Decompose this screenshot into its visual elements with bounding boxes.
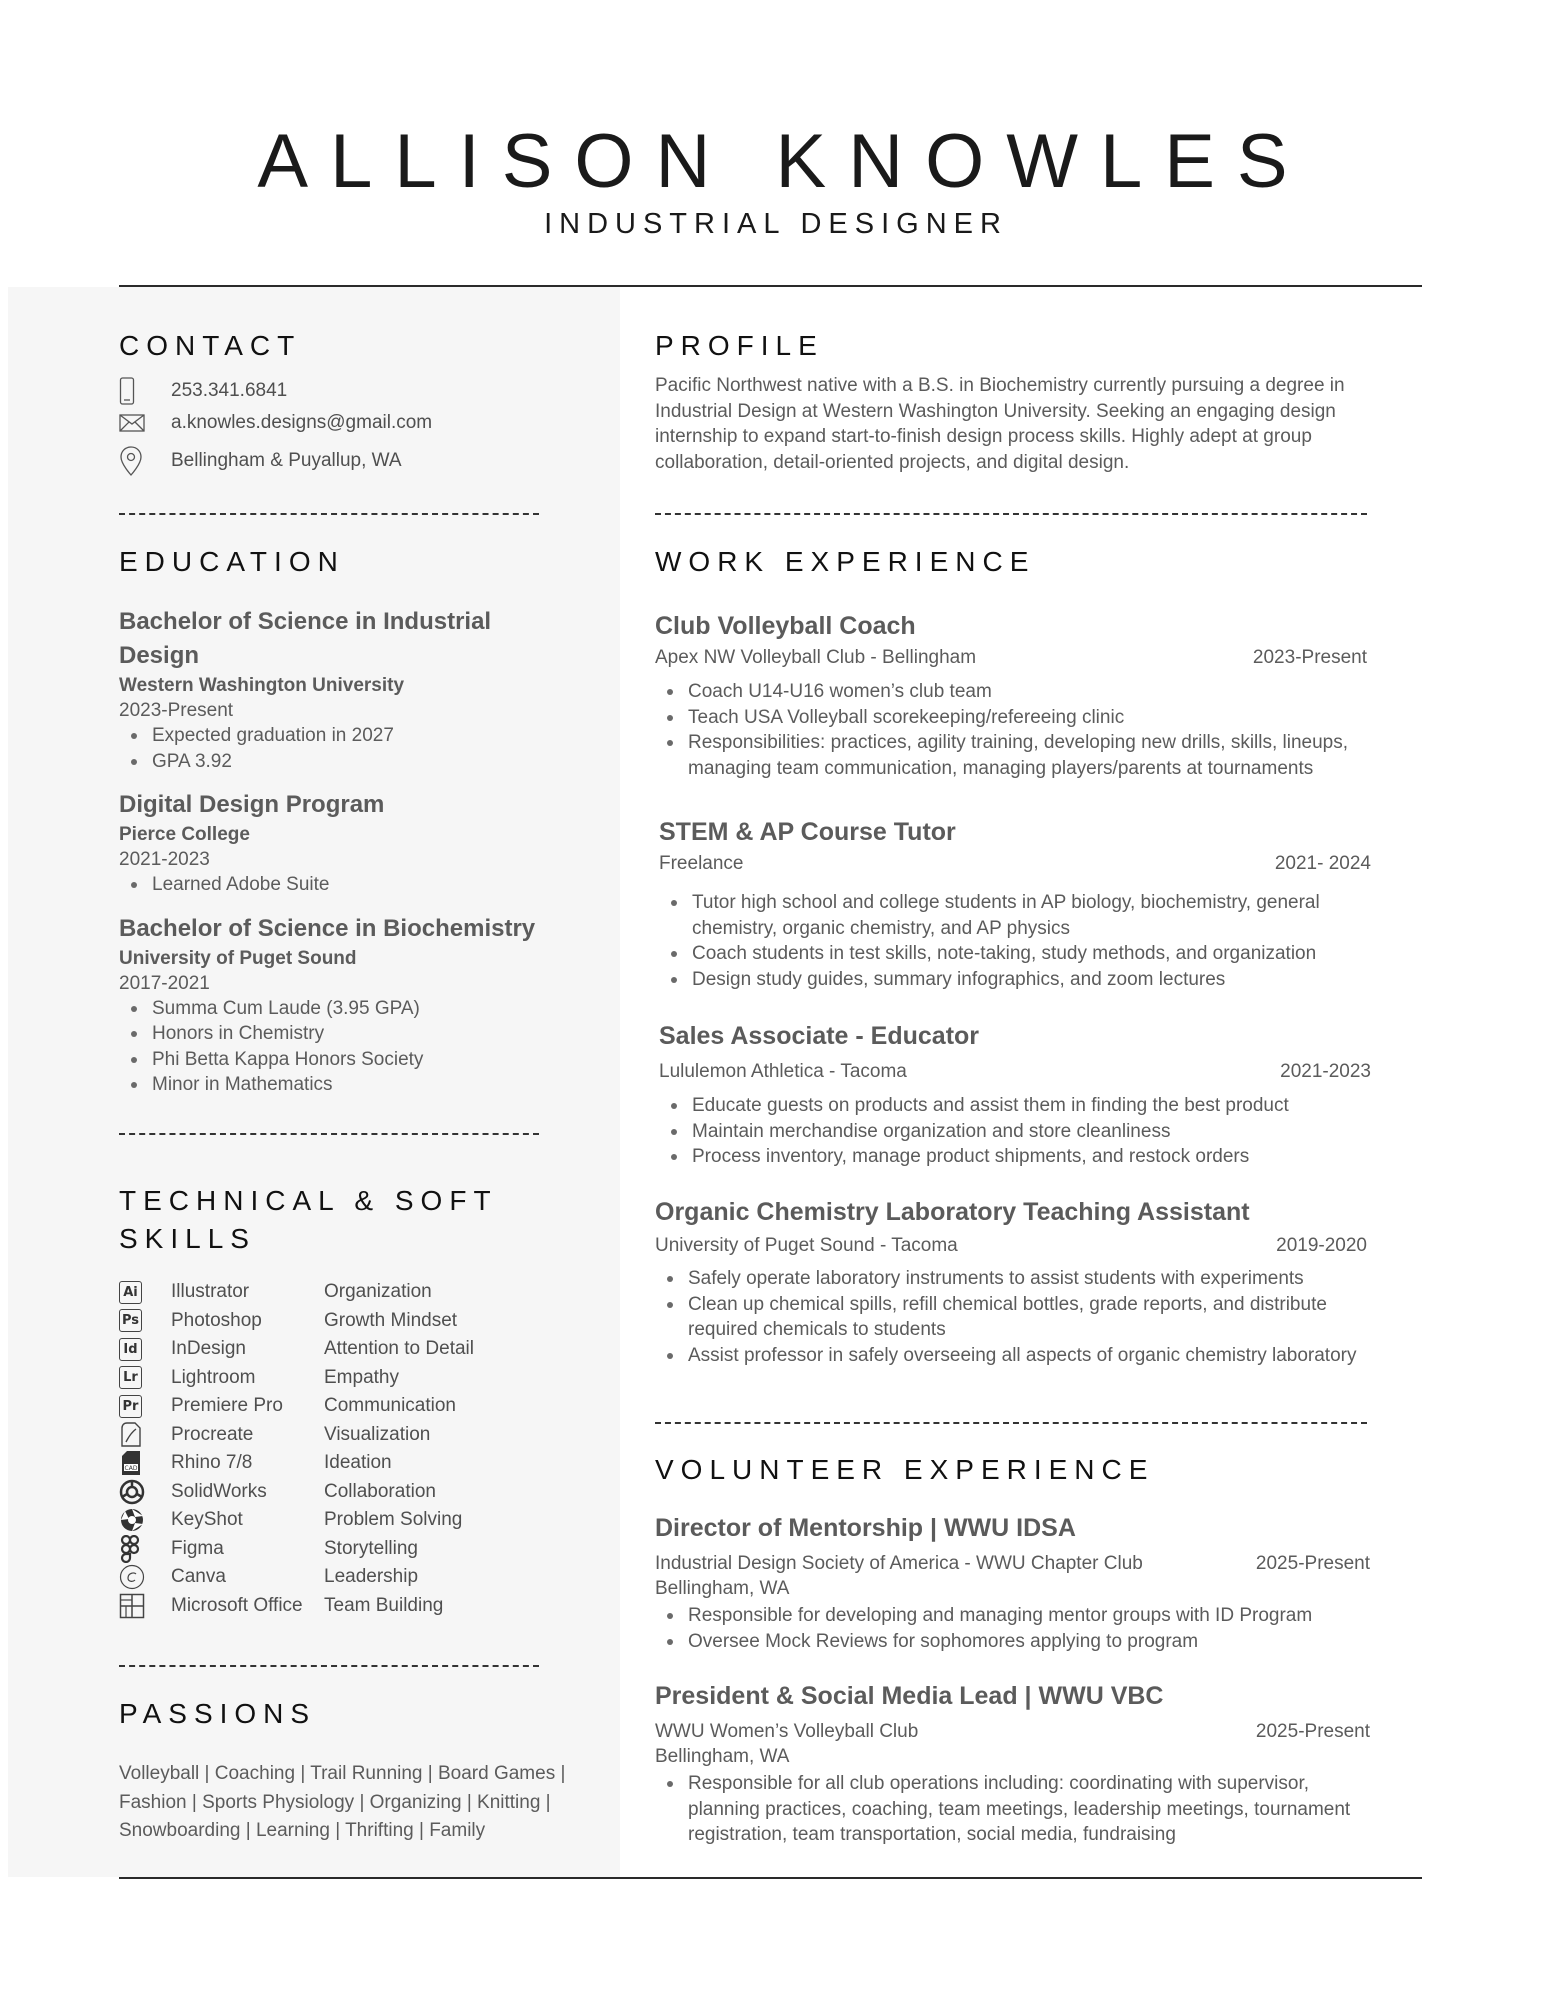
volunteer-bullet: Responsible for developing and managing mentor groups with ID Program [655,1603,1370,1629]
procreate-icon [119,1422,171,1448]
soft-skill: Empathy [324,1366,399,1388]
skill-label: Canva [171,1566,226,1588]
education-bullet: Learned Adobe Suite [119,872,539,898]
school-name: Pierce College [119,824,250,845]
job-title: STEM & AP Course Tutor [659,818,956,846]
lightroom-icon: Lr [119,1366,142,1389]
school-name: Western Washington University [119,675,405,696]
premiere-pro-icon: Pr [119,1395,142,1418]
volunteer-org: WWU Women’s Volleyball Club [655,1721,919,1742]
profile-text [655,373,1367,475]
passions-heading: PASSIONS [119,1698,317,1729]
skill-item [119,1364,324,1393]
skill-label: InDesign [171,1338,246,1360]
passions-list [119,1760,579,1846]
volunteer-bullet-continued: registration, team transportation, social media, fundraising [688,1824,1176,1845]
job-bullet: Maintain merchandise organization and store cleanliness [659,1119,1371,1145]
location-pin-icon [119,445,171,477]
soft-skills [324,1278,534,1620]
volunteer-entry [655,1511,1370,1654]
soft-skill: Organization [324,1281,432,1303]
job-org: Apex NW Volleyball Club - Bellingham [655,647,977,668]
photoshop-icon: Ps [119,1309,142,1332]
degree-title: Digital Design Program [119,791,385,818]
phone-text: 253.341.6841 [171,380,288,401]
soft-skill: Communication [324,1395,456,1417]
school-name: University of Puget Sound [119,947,357,969]
job-bullet: Safely operate laboratory instruments to assist students with experiments [655,1266,1367,1292]
soft-skill: Storytelling [324,1537,418,1559]
candidate-name: ALLISON KNOWLES [257,119,1310,204]
skill-label: Photoshop [171,1309,262,1331]
skill-item [119,1307,324,1336]
contact-heading: CONTACT [119,330,302,361]
microsoft-office-icon [119,1593,171,1619]
contact-phone [119,375,539,407]
soft-skill: Collaboration [324,1480,436,1502]
job-entry [659,815,1371,992]
volunteer-bullet: Oversee Mock Reviews for sophomores applying to program [655,1629,1370,1655]
skill-label: SolidWorks [171,1480,267,1502]
job-entry [655,1195,1367,1368]
job-bullet: Process inventory, manage product shipments, and restock orders [659,1144,1371,1170]
job-bullet: Teach USA Volleyball scorekeeping/refereeing clinic [655,705,1367,731]
skill-label: KeyShot [171,1509,243,1531]
location-text: Bellingham & Puyallup, WA [171,450,402,471]
job-org: Freelance [659,853,744,874]
email-text: a.knowles.designs@gmail.com [171,412,433,433]
skill-item [119,1449,324,1478]
skill-label: Illustrator [171,1281,250,1303]
section-divider [119,513,539,515]
degree-title: Bachelor of Science in Industrial Design [119,608,492,669]
profile-line: Industrial Design at Western Washington University. Seeking an engaging design [655,400,1336,422]
section-divider [119,1665,539,1667]
volunteer-bullet-continued: planning practices, coaching, team meetings, leadership meetings, tournament [688,1798,1351,1820]
job-entry [659,1019,1371,1170]
education-bullet: Minor in Mathematics [119,1072,539,1098]
volunteer-place: Bellingham, WA [655,1578,790,1599]
education-bullet: Summa Cum Laude (3.95 GPA) [119,996,539,1022]
soft-skill: Growth Mindset [324,1309,458,1331]
volunteer-heading: VOLUNTEER EXPERIENCE [655,1454,1155,1485]
soft-skill: Visualization [324,1423,431,1445]
education-dates: 2023-Present [119,700,234,721]
education-item [119,912,539,1098]
job-bullet-continued: required chemicals to students [688,1319,946,1340]
keyshot-icon [119,1507,171,1533]
job-bullet: Tutor high school and college students in AP biology, biochemistry, general [659,890,1371,916]
education-bullet: Phi Betta Kappa Honors Society [119,1047,539,1073]
job-bullet: Educate guests on products and assist them in finding the best product [659,1093,1371,1119]
skills-grid [119,1278,534,1620]
cad-icon [119,1450,171,1476]
job-dates: 2023-Present [1252,647,1367,668]
profile-line: collaboration, detail-oriented projects, and digital design. [655,451,1130,473]
job-entry [655,609,1367,781]
volunteer-dates: 2025-Present [1255,1721,1370,1742]
mail-icon [119,414,171,432]
job-org: Lululemon Athletica - Tacoma [659,1061,907,1082]
volunteer-org: Industrial Design Society of America - WWU Chapter Club [655,1553,1143,1574]
soft-skill: Ideation [324,1452,392,1474]
skill-item [119,1592,324,1621]
passions-line: Snowboarding | Learning | Thrifting | Family [119,1820,486,1841]
job-bullet: Responsibilities: practices, agility training, developing new drills, skills, lineups, [655,730,1367,756]
degree-title: Bachelor of Science in Biochemistry [119,914,536,942]
job-org: University of Puget Sound - Tacoma [655,1235,958,1256]
volunteer-dates: 2025-Present [1255,1553,1370,1574]
skills-heading [119,1182,498,1258]
education-item [119,605,539,774]
education-list [119,605,539,1098]
education-bullet: GPA 3.92 [119,749,539,775]
bottom-divider [119,1877,1422,1879]
candidate-title: INDUSTRIAL DESIGNER [544,208,1008,240]
svg-text:CAD: CAD [124,1465,138,1473]
contact-list [119,375,539,483]
skills-heading-line: TECHNICAL & SOFT [119,1185,498,1216]
job-title: Club Volleyball Coach [655,612,916,640]
figma-icon [119,1535,171,1563]
job-dates: 2021- 2024 [1274,853,1371,874]
passions-line: Volleyball | Coaching | Trail Running | Board Games | [119,1763,566,1784]
job-bullet: Coach U14-U16 women’s club team [655,679,1367,705]
volunteer-bullet: Responsible for all club operations including: coordinating with supervisor, [655,1771,1370,1797]
education-item [119,788,539,898]
work-heading: WORK EXPERIENCE [655,546,1036,577]
indesign-icon: Id [119,1338,142,1361]
soft-skill: Team Building [324,1594,444,1616]
education-heading: EDUCATION [119,546,345,577]
technical-skills [119,1278,324,1620]
skill-label: Microsoft Office [171,1594,303,1616]
skill-item [119,1278,324,1307]
soft-skill: Attention to Detail [324,1338,474,1360]
profile-line: internship to expand start-to-finish design process skills. Highly adept at group [655,426,1312,447]
job-bullet-continued: chemistry, organic chemistry, and AP physics [692,917,1071,939]
job-bullet-continued: managing team communication, managing players/parents at tournaments [688,757,1314,779]
job-title: Sales Associate - Educator [659,1022,980,1050]
skill-item [119,1392,324,1421]
skill-label: Rhino 7/8 [171,1452,253,1474]
section-divider [655,1422,1367,1424]
education-dates: 2017-2021 [119,972,210,994]
job-bullet: Coach students in test skills, note-taking, study methods, and organization [659,941,1371,967]
education-bullet: Expected graduation in 2027 [119,723,539,749]
profile-line: Pacific Northwest native with a B.S. in Biochemistry currently pursuing a degree in [655,375,1345,396]
volunteer-title: President & Social Media Lead | WWU VBC [655,1682,1164,1710]
job-title: Organic Chemistry Laboratory Teaching Assistant [655,1198,1250,1226]
skill-label: Figma [171,1537,224,1559]
section-divider [119,1133,539,1135]
solidworks-icon [119,1479,171,1505]
job-bullet: Assist professor in safely overseeing all aspects of organic chemistry laboratory [655,1343,1367,1369]
volunteer-place: Bellingham, WA [655,1746,790,1767]
volunteer-entry [655,1679,1370,1848]
skill-item [119,1535,324,1564]
soft-skill: Leadership [324,1566,419,1588]
skill-label: Premiere Pro [171,1395,283,1417]
job-bullet: Design study guides, summary infographics, and zoom lectures [659,967,1371,993]
contact-location [119,439,539,483]
skill-label: Lightroom [171,1366,256,1388]
job-dates: 2021-2023 [1280,1061,1371,1082]
skills-heading-line: SKILLS [119,1223,256,1254]
phone-icon [119,377,171,405]
soft-skill: Problem Solving [324,1509,463,1531]
skill-item [119,1506,324,1535]
volunteer-title: Director of Mentorship | WWU IDSA [655,1514,1076,1542]
profile-heading: PROFILE [655,330,824,361]
skill-item [119,1478,324,1507]
skill-label: Procreate [171,1423,254,1445]
skill-item [119,1335,324,1364]
contact-email [119,407,539,439]
job-dates: 2019-2020 [1276,1235,1367,1256]
education-dates: 2021-2023 [119,849,210,870]
education-bullet: Honors in Chemistry [119,1021,539,1047]
canva-icon [119,1564,171,1590]
job-bullet: Clean up chemical spills, refill chemical bottles, grade reports, and distribute [655,1292,1367,1318]
skill-item [119,1421,324,1450]
passions-line: Fashion | Sports Physiology | Organizing | Knitting | [119,1791,551,1813]
illustrator-icon: Ai [119,1281,142,1304]
skill-item [119,1563,324,1592]
section-divider [655,513,1367,515]
